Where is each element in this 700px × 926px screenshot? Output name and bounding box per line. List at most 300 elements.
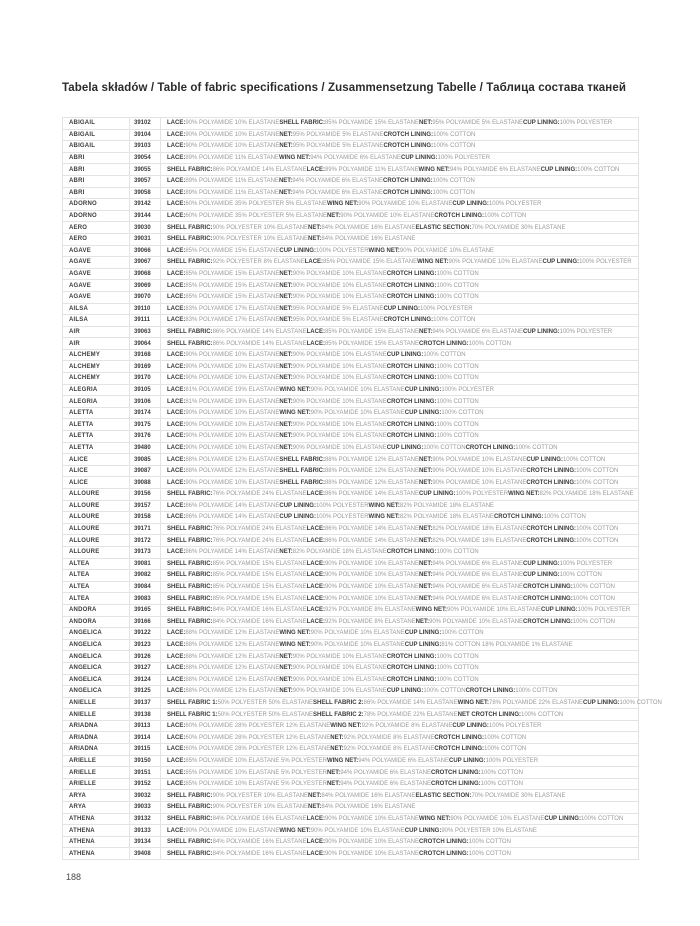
- table-row: [63, 535, 638, 547]
- composition-value: 100% COTTON: [423, 444, 466, 451]
- composition-cell: [161, 512, 638, 523]
- composition-label: SHELL FABRIC:: [167, 224, 213, 231]
- table-row: [63, 454, 638, 466]
- table-row: [63, 269, 638, 281]
- composition-cell: [161, 141, 638, 152]
- table-row: [63, 559, 638, 571]
- composition-label: SHELL FABRIC 1:: [167, 699, 218, 706]
- composition-label: NET:: [330, 746, 344, 753]
- composition-value: 90% POLYAMIDE 10% ELASTANE: [340, 213, 435, 220]
- product-name-cell: ALEGRIA: [63, 385, 130, 396]
- table-row: [63, 350, 638, 362]
- composition-value: 85% POLYAMIDE 10% ELASTANE 5% POLYESTER: [185, 757, 327, 764]
- composition-value: 78% POLYAMIDE 22% ELASTANE: [489, 699, 584, 706]
- composition-cell: [161, 663, 638, 674]
- composition-cell: [161, 315, 638, 326]
- product-name-cell: AILSA: [63, 315, 130, 326]
- style-code-cell: 39104: [130, 130, 161, 141]
- style-code-cell: 39175: [130, 419, 161, 430]
- composition-value: 100% POLYESTER: [437, 155, 491, 162]
- composition-value: 100% POLYESTER: [441, 386, 494, 393]
- product-name-cell: AERO: [63, 222, 130, 233]
- composition-value: 100% POLYESTER: [315, 514, 369, 521]
- composition-value: 100% COTTON: [576, 468, 619, 475]
- composition-label: LACE:: [167, 213, 186, 220]
- product-name-cell: ALLOURE: [63, 524, 130, 535]
- product-name-cell: ANDORA: [63, 605, 130, 616]
- composition-label: LACE:: [167, 352, 186, 359]
- composition-label: CROTCH LINING:: [386, 433, 437, 440]
- composition-value: 94% POLYAMIDE 6% ELASTANE: [432, 584, 524, 591]
- composition-value: 100% POLYESTER: [579, 259, 632, 266]
- composition-label: CUP LINING:: [404, 386, 442, 393]
- product-name-cell: ANGELICA: [63, 640, 130, 651]
- composition-value: 90% POLYAMIDE 10% ELASTANE: [432, 456, 527, 463]
- composition-value: 89% POLYAMIDE 11% ELASTANE: [324, 166, 419, 173]
- style-code-cell: 39151: [130, 767, 161, 778]
- composition-label: WING NET:: [368, 247, 400, 254]
- composition-value: 85% POLYAMIDE 10% ELASTANE 5% POLYESTER: [185, 781, 327, 788]
- composition-label: LACE:: [306, 526, 325, 533]
- product-name-cell: ABIGAIL: [63, 141, 130, 152]
- style-code-cell: 39132: [130, 814, 161, 825]
- composition-value: 100% COTTON: [432, 178, 475, 185]
- style-code-cell: 39133: [130, 825, 161, 836]
- composition-label: SHELL FABRIC:: [167, 572, 213, 579]
- composition-value: 100% COTTON: [572, 584, 615, 591]
- table-row: [63, 338, 638, 350]
- composition-cell: [161, 675, 638, 686]
- composition-label: NET:: [415, 618, 429, 625]
- composition-label: LACE:: [306, 572, 325, 579]
- product-name-cell: ALETTA: [63, 431, 130, 442]
- composition-value: 88% POLYAMIDE 12% ELASTANE: [324, 456, 419, 463]
- style-code-cell: 39169: [130, 361, 161, 372]
- composition-label: SHELL FABRIC:: [167, 584, 213, 591]
- product-name-cell: ALICE: [63, 454, 130, 465]
- composition-label: LACE:: [167, 201, 186, 208]
- product-name-cell: ALETTA: [63, 419, 130, 430]
- composition-label: SHELL FABRIC:: [279, 456, 325, 463]
- product-name-cell: AGAVE: [63, 269, 130, 280]
- style-code-cell: 39176: [130, 431, 161, 442]
- composition-value: 89% POLYAMIDE 11% ELASTANE: [185, 178, 279, 185]
- composition-value: 94% POLYAMIDE 6% ELASTANE: [310, 155, 401, 162]
- composition-label: SHELL FABRIC:: [167, 850, 213, 857]
- composition-label: CROTCH LINING:: [526, 526, 577, 533]
- composition-value: 85% POLYAMIDE 15% ELASTANE: [324, 340, 419, 347]
- product-name-cell: ATHENA: [63, 825, 130, 836]
- composition-label: NET:: [279, 665, 293, 672]
- product-name-cell: ALCHEMY: [63, 361, 130, 372]
- composition-label: NET:: [326, 769, 341, 776]
- style-code-cell: 39055: [130, 164, 161, 175]
- composition-cell: [161, 605, 638, 616]
- composition-label: LACE:: [167, 433, 186, 440]
- composition-label: CUP LINING:: [523, 328, 560, 335]
- composition-value: 100% COTTON: [576, 479, 619, 486]
- composition-label: WING NET:: [368, 514, 400, 521]
- composition-cell: [161, 222, 638, 233]
- product-name-cell: AGAVE: [63, 246, 130, 257]
- product-name-cell: ANGELICA: [63, 675, 130, 686]
- composition-label: NET:: [279, 688, 293, 695]
- composition-label: NET:: [279, 676, 293, 683]
- composition-value: 94% POLYAMIDE 6% ELASTANE: [358, 757, 449, 764]
- style-code-cell: 39069: [130, 280, 161, 291]
- composition-value: 88% POLYAMIDE 12% ELASTANE: [324, 479, 419, 486]
- composition-value: 90% POLYAMIDE 10% ELASTANE: [310, 827, 405, 834]
- composition-value: 90% POLYAMIDE 10% ELASTANE: [292, 676, 387, 683]
- composition-value: 100% COTTON: [572, 595, 615, 602]
- style-code-cell: 39157: [130, 501, 161, 512]
- composition-label: LACE:: [167, 688, 186, 695]
- composition-label: LACE:: [167, 769, 186, 776]
- composition-label: LACE:: [306, 618, 325, 625]
- product-name-cell: ABRI: [63, 164, 130, 175]
- composition-cell: [161, 698, 662, 709]
- composition-value: 90% POLYAMIDE 10% ELASTANE: [448, 259, 543, 266]
- table-row: [63, 837, 638, 849]
- composition-label: WING NET:: [279, 827, 311, 834]
- composition-label: CROTCH LINING:: [419, 340, 469, 347]
- style-code-cell: 39142: [130, 199, 161, 210]
- product-name-cell: AGAVE: [63, 292, 130, 303]
- composition-label: NET:: [419, 479, 433, 486]
- composition-value: 90% POLYAMIDE 10% ELASTANE: [185, 421, 280, 428]
- composition-value: 90% POLYAMIDE 10% ELASTANE: [292, 398, 387, 405]
- composition-label: CUP LINING:: [404, 630, 442, 637]
- composition-label: LACE:: [167, 456, 186, 463]
- composition-value: 100% COTTON: [436, 294, 479, 301]
- table-row: [63, 501, 638, 513]
- composition-value: 90% POLYAMIDE 10% ELASTANE: [324, 815, 419, 822]
- composition-cell: [161, 211, 638, 222]
- style-code-cell: 39085: [130, 454, 161, 465]
- table-row: [63, 732, 638, 744]
- composition-value: 60% POLYAMIDE 28% POLYESTER 12% ELASTANE: [185, 746, 331, 753]
- table-row: [63, 222, 638, 234]
- composition-label: CROTCH LINING:: [386, 282, 437, 289]
- composition-value: 83% POLYAMIDE 17% ELASTANE: [185, 305, 280, 312]
- composition-value: 94% POLYAMIDE 6% ELASTANE: [432, 328, 524, 335]
- composition-value: 88% POLYAMIDE 12% ELASTANE: [324, 468, 419, 475]
- composition-label: WING NET:: [279, 630, 311, 637]
- composition-label: NET:: [419, 526, 433, 533]
- product-name-cell: ALETTA: [63, 443, 130, 454]
- composition-label: CROTCH LINING:: [386, 271, 437, 278]
- composition-value: 94% POLYAMIDE 6% ELASTANE: [449, 166, 541, 173]
- composition-value: 100% POLYESTER: [315, 502, 369, 509]
- composition-cell: [161, 535, 638, 546]
- table-row: [63, 802, 638, 814]
- style-code-cell: 39134: [130, 837, 161, 848]
- composition-cell: [161, 454, 638, 465]
- table-row: [63, 130, 638, 142]
- composition-value: 90% POLYAMIDE 10% ELASTANE: [185, 120, 280, 127]
- composition-label: CUP LINING:: [523, 572, 560, 579]
- composition-label: CROTCH LINING:: [434, 734, 485, 741]
- composition-label: LACE:: [167, 676, 186, 683]
- composition-label: NET:: [279, 363, 293, 370]
- composition-label: LACE:: [167, 131, 186, 138]
- table-row: [63, 524, 638, 536]
- table-row: [63, 628, 638, 640]
- style-code-cell: 39032: [130, 790, 161, 801]
- composition-value: 89% POLYAMIDE 11% ELASTANE: [185, 155, 279, 162]
- table-row: [63, 582, 638, 594]
- composition-cell: [161, 304, 638, 315]
- composition-cell: [161, 269, 638, 280]
- product-name-cell: ATHENA: [63, 848, 130, 859]
- composition-label: LACE:: [167, 514, 186, 521]
- table-row: [63, 315, 638, 327]
- composition-label: LACE:: [167, 120, 186, 127]
- composition-cell: [161, 570, 638, 581]
- composition-label: NET:: [419, 572, 433, 579]
- composition-label: CROTCH LINING:: [431, 781, 481, 788]
- table-row: [63, 246, 638, 258]
- style-code-cell: 39068: [130, 269, 161, 280]
- composition-cell: [161, 164, 638, 175]
- composition-label: CUP LINING:: [404, 410, 442, 417]
- page-number: 188: [66, 872, 82, 882]
- composition-value: 100% COTTON: [441, 630, 484, 637]
- table-row: [63, 744, 638, 756]
- composition-label: CROTCH LINING:: [386, 549, 437, 556]
- product-name-cell: ANIELLE: [63, 698, 130, 709]
- table-row: [63, 141, 638, 153]
- composition-value: 88% POLYAMIDE 12% ELASTANE: [185, 642, 280, 649]
- composition-value: 100% COTTON: [576, 526, 619, 533]
- composition-value: 90% POLYAMIDE 10% ELASTANE: [447, 607, 542, 614]
- composition-value: 82% POLYAMIDE 18% ELASTANE: [399, 514, 494, 521]
- composition-value: 85% POLYAMIDE 15% ELASTANE: [212, 584, 307, 591]
- composition-label: CUP LINING:: [583, 699, 620, 706]
- composition-label: WING NET:: [419, 815, 451, 822]
- composition-value: 85% POLYAMIDE 15% ELASTANE: [185, 282, 280, 289]
- composition-value: 92% POLYAMIDE 8% ELASTANE: [361, 723, 453, 730]
- composition-cell: [161, 640, 638, 651]
- composition-label: NET:: [330, 734, 344, 741]
- composition-value: 100% COTTON: [436, 665, 479, 672]
- composition-label: SHELL FABRIC:: [167, 815, 213, 822]
- composition-value: 90% POLYAMIDE 10% ELASTANE: [292, 375, 387, 382]
- composition-label: LACE:: [167, 723, 186, 730]
- composition-value: 84% POLYAMIDE 16% ELASTANE: [212, 839, 307, 846]
- style-code-cell: 39111: [130, 315, 161, 326]
- style-code-cell: 39171: [130, 524, 161, 535]
- composition-label: NET:: [308, 224, 322, 231]
- style-code-cell: 39102: [130, 118, 161, 129]
- composition-label: NET:: [279, 444, 293, 451]
- composition-value: 90% POLYAMIDE 10% ELASTANE: [185, 410, 280, 417]
- style-code-cell: 39127: [130, 663, 161, 674]
- product-name-cell: ABRI: [63, 176, 130, 187]
- composition-label: CUP LINING:: [383, 305, 420, 312]
- composition-value: 82% POLYAMIDE 18% ELASTANE: [399, 502, 494, 509]
- composition-label: LACE:: [167, 294, 186, 301]
- composition-label: NET CROTCH LINING:: [457, 711, 521, 718]
- composition-value: 100% COTTON: [572, 618, 615, 625]
- composition-value: 90% POLYAMIDE 10% ELASTANE: [185, 375, 280, 382]
- composition-cell: [161, 408, 638, 419]
- style-code-cell: 39126: [130, 651, 161, 662]
- composition-label: LACE:: [167, 653, 186, 660]
- composition-label: LACE:: [167, 363, 186, 370]
- composition-label: CROTCH LINING:: [386, 665, 437, 672]
- composition-value: 94% POLYAMIDE 6% ELASTANE: [432, 595, 524, 602]
- composition-label: CUP LINING:: [279, 247, 316, 254]
- product-name-cell: ALLOURE: [63, 512, 130, 523]
- product-name-cell: ANGELICA: [63, 663, 130, 674]
- table-row: [63, 396, 638, 408]
- composition-label: NET:: [308, 792, 322, 799]
- composition-label: LACE:: [167, 247, 186, 254]
- table-row: [63, 651, 638, 663]
- table-row: [63, 848, 638, 860]
- composition-value: 90% POLYESTER 10% ELASTANE: [212, 224, 309, 231]
- composition-label: SHELL FABRIC:: [167, 259, 213, 266]
- composition-label: CROTCH LINING:: [493, 514, 544, 521]
- style-code-cell: 39122: [130, 628, 161, 639]
- composition-label: LACE:: [167, 746, 186, 753]
- composition-value: 100% COTTON: [468, 839, 511, 846]
- composition-label: LACE:: [167, 827, 186, 834]
- composition-value: 85% POLYAMIDE 15% ELASTANE: [324, 120, 419, 127]
- composition-value: 100% POLYESTER: [559, 120, 613, 127]
- style-code-cell: 39030: [130, 222, 161, 233]
- composition-value: 84% POLYAMIDE 16% ELASTANE: [321, 792, 416, 799]
- composition-value: 82% POLYAMIDE 18% ELASTANE: [432, 537, 527, 544]
- style-code-cell: 39115: [130, 744, 161, 755]
- composition-value: 81% POLYAMIDE 19% ELASTANE: [185, 398, 280, 405]
- composition-label: NET:: [278, 178, 293, 185]
- composition-value: 100% POLYESTER: [420, 305, 473, 312]
- composition-value: 85% POLYAMIDE 15% ELASTANE: [185, 271, 280, 278]
- composition-label: WING NET:: [508, 491, 540, 498]
- composition-value: 90% POLYAMIDE 10% ELASTANE: [292, 294, 387, 301]
- composition-label: CROTCH LINING:: [386, 375, 437, 382]
- composition-label: WING NET:: [368, 502, 400, 509]
- table-row: [63, 280, 638, 292]
- table-row: [63, 709, 638, 721]
- composition-value: 100% COTTON: [543, 514, 586, 521]
- style-code-cell: 39066: [130, 246, 161, 257]
- composition-value: 82% POLYAMIDE 18% ELASTANE: [432, 526, 527, 533]
- composition-value: 100% COTTON: [432, 189, 475, 196]
- composition-value: 95% POLYAMIDE 5% ELASTANE: [292, 143, 384, 150]
- composition-label: ELASTIC SECTION:: [415, 224, 472, 231]
- composition-value: 100% COTTON: [436, 421, 479, 428]
- composition-cell: [161, 617, 638, 628]
- style-code-cell: 39070: [130, 292, 161, 303]
- composition-label: CUP LINING:: [386, 444, 424, 451]
- style-code-cell: 39166: [130, 617, 161, 628]
- composition-value: 90% POLYAMIDE 10% ELASTANE: [310, 410, 405, 417]
- style-code-cell: 39084: [130, 582, 161, 593]
- product-name-cell: ALLOURE: [63, 535, 130, 546]
- composition-label: CUP LINING:: [542, 259, 580, 266]
- table-row: [63, 663, 638, 675]
- composition-label: CROTCH LINING:: [465, 444, 516, 451]
- composition-label: SHELL FABRIC:: [167, 560, 213, 567]
- product-name-cell: ALCHEMY: [63, 373, 130, 384]
- composition-label: NET:: [419, 595, 433, 602]
- product-name-cell: AERO: [63, 234, 130, 245]
- composition-label: NET:: [419, 560, 433, 567]
- composition-value: 94% POLYAMIDE 6% ELASTANE: [292, 178, 383, 185]
- composition-value: 100% COTTON: [484, 213, 527, 220]
- style-code-cell: 39110: [130, 304, 161, 315]
- table-row: [63, 466, 638, 478]
- composition-label: CROTCH LINING:: [386, 363, 437, 370]
- composition-label: LACE:: [167, 781, 186, 788]
- composition-value: 94% POLYAMIDE 6% ELASTANE: [432, 572, 524, 579]
- table-row: [63, 211, 638, 223]
- table-row: [63, 686, 638, 698]
- composition-value: 83% POLYAMIDE 17% ELASTANE: [185, 317, 280, 324]
- composition-value: 94% POLYAMIDE 6% ELASTANE: [432, 560, 524, 567]
- composition-label: SHELL FABRIC:: [167, 595, 213, 602]
- composition-label: LACE:: [167, 317, 186, 324]
- composition-value: 94% POLYAMIDE 6% ELASTANE: [292, 189, 383, 196]
- composition-label: WING NET:: [279, 410, 311, 417]
- composition-value: 81% POLYAMIDE 19% ELASTANE: [185, 386, 280, 393]
- composition-label: WING NET:: [278, 155, 311, 162]
- style-code-cell: 39081: [130, 559, 161, 570]
- composition-cell: [161, 431, 638, 442]
- table-row: [63, 814, 638, 826]
- product-name-cell: AIR: [63, 338, 130, 349]
- table-row: [63, 199, 638, 211]
- composition-value: 95% POLYAMIDE 5% ELASTANE: [432, 120, 524, 127]
- composition-cell: [161, 327, 638, 338]
- composition-label: LACE:: [167, 271, 186, 278]
- composition-value: 90% POLYESTER 10% ELASTANE: [212, 804, 309, 811]
- style-code-cell: 39082: [130, 570, 161, 581]
- composition-value: 88% POLYAMIDE 12% ELASTANE: [185, 456, 280, 463]
- table-row: [63, 767, 638, 779]
- composition-label: LACE:: [167, 305, 186, 312]
- composition-value: 90% POLYAMIDE 10% ELASTANE: [432, 479, 527, 486]
- composition-value: 94% POLYAMIDE 6% ELASTANE: [340, 769, 431, 776]
- composition-label: LACE:: [167, 178, 186, 185]
- composition-value: 94% POLYAMIDE 6% ELASTANE: [340, 781, 431, 788]
- composition-value: 86% POLYAMIDE 14% ELASTANE: [324, 526, 419, 533]
- composition-cell: [161, 825, 638, 836]
- composition-label: CROTCH LINING:: [383, 317, 434, 324]
- composition-value: 85% POLYAMIDE 15% ELASTANE: [212, 572, 307, 579]
- composition-label: NET:: [279, 398, 293, 405]
- composition-label: NET:: [279, 143, 293, 150]
- composition-label: SHELL FABRIC:: [167, 804, 213, 811]
- table-row: [63, 698, 662, 710]
- composition-label: LACE:: [167, 282, 186, 289]
- composition-value: 88% POLYAMIDE 12% ELASTANE: [185, 630, 280, 637]
- composition-value: 86% POLYAMIDE 14% ELASTANE: [363, 699, 458, 706]
- composition-value: 84% POLYAMIDE 16% ELASTANE: [321, 224, 416, 231]
- composition-cell: [161, 790, 638, 801]
- composition-cell: [161, 837, 638, 848]
- composition-label: WING NET:: [417, 259, 449, 266]
- product-name-cell: ABRI: [63, 153, 130, 164]
- style-code-cell: 39058: [130, 188, 161, 199]
- composition-cell: [161, 756, 638, 767]
- composition-value: 88% POLYAMIDE 12% ELASTANE: [185, 468, 280, 475]
- page-title: Tabela składów / Table of fabric specifications / Zusammensetzung Tabelle / Таблица состава тканей: [62, 82, 626, 94]
- composition-value: 100% COTTON: [577, 166, 620, 173]
